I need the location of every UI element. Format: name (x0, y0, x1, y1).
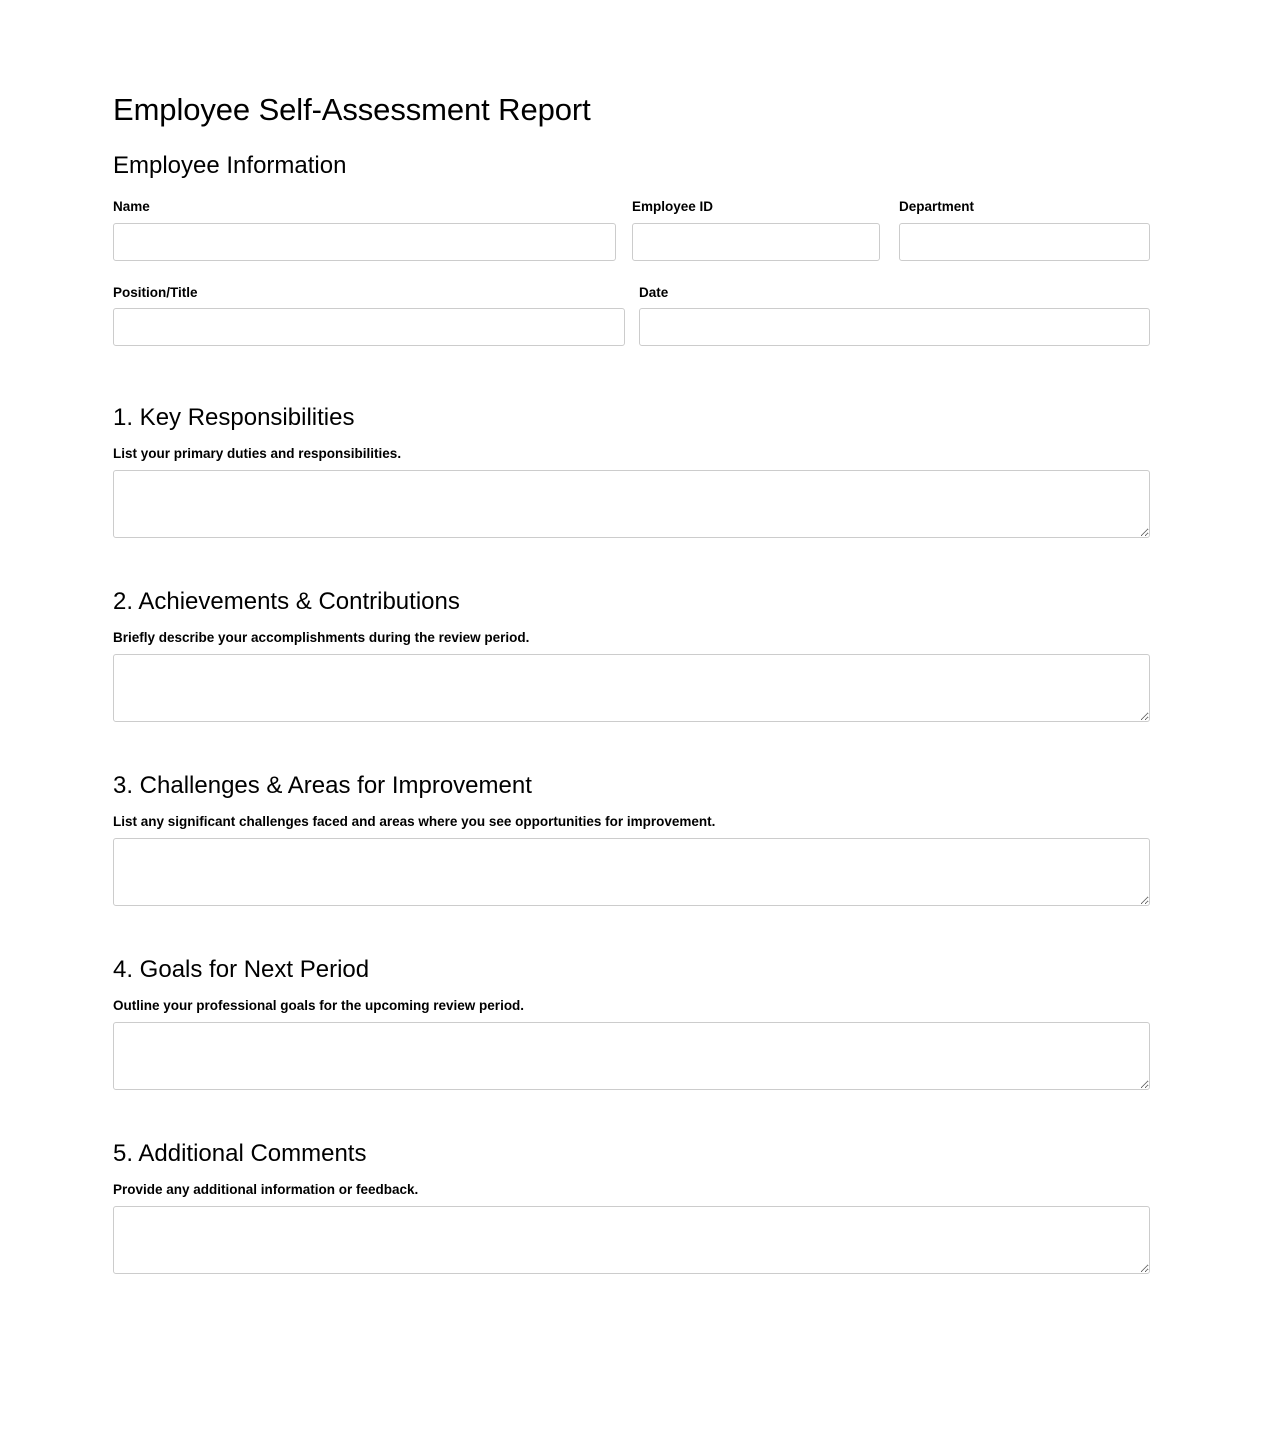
goals-next-period-textarea[interactable] (113, 1022, 1150, 1090)
achievements-contributions-textarea[interactable] (113, 654, 1150, 722)
section-heading-5: 5. Additional Comments (113, 1139, 367, 1167)
additional-comments-textarea[interactable] (113, 1206, 1150, 1274)
employee-information-heading: Employee Information (113, 151, 347, 179)
department-input[interactable] (899, 223, 1150, 261)
field-group-date (639, 285, 1150, 346)
employee-id-input[interactable] (632, 223, 880, 261)
form-content (113, 0, 1150, 1274)
section-goals-next-period (113, 956, 1150, 1090)
field-group-employee-id (632, 199, 880, 260)
label-position-title: Position/Title (113, 284, 198, 300)
name-input[interactable] (113, 223, 616, 261)
section-description-2: Briefly describe your accomplishments during the review period. (113, 629, 530, 645)
section-heading-2: 2. Achievements & Contributions (113, 587, 460, 615)
section-additional-comments (113, 1140, 1150, 1274)
field-group-department (899, 199, 1150, 260)
challenges-improvement-textarea[interactable] (113, 838, 1150, 906)
employee-info-row-1 (113, 199, 1150, 260)
label-name: Name (113, 199, 150, 215)
field-group-position-title (113, 285, 625, 346)
section-challenges-improvement (113, 772, 1150, 906)
field-group-name (113, 199, 616, 260)
section-heading-4: 4. Goals for Next Period (113, 955, 370, 983)
date-input[interactable] (639, 308, 1150, 346)
label-date: Date (639, 284, 669, 300)
employee-info-row-2 (113, 285, 1150, 346)
page-title: Employee Self-Assessment Report (113, 92, 591, 127)
key-responsibilities-textarea[interactable] (113, 470, 1150, 538)
section-description-5: Provide any additional information or feedback. (113, 1181, 419, 1197)
section-description-1: List your primary duties and responsibilities. (113, 445, 402, 461)
section-key-responsibilities (113, 404, 1150, 538)
section-description-4: Outline your professional goals for the upcoming review period. (113, 997, 525, 1013)
section-heading-3: 3. Challenges & Areas for Improvement (113, 771, 532, 799)
section-description-3: List any significant challenges faced and areas where you see opportunities for improvement. (113, 813, 716, 829)
section-achievements-contributions (113, 588, 1150, 722)
position-title-input[interactable] (113, 308, 625, 346)
label-employee-id: Employee ID (632, 199, 714, 215)
section-heading-1: 1. Key Responsibilities (113, 403, 355, 431)
label-department: Department (899, 199, 975, 215)
